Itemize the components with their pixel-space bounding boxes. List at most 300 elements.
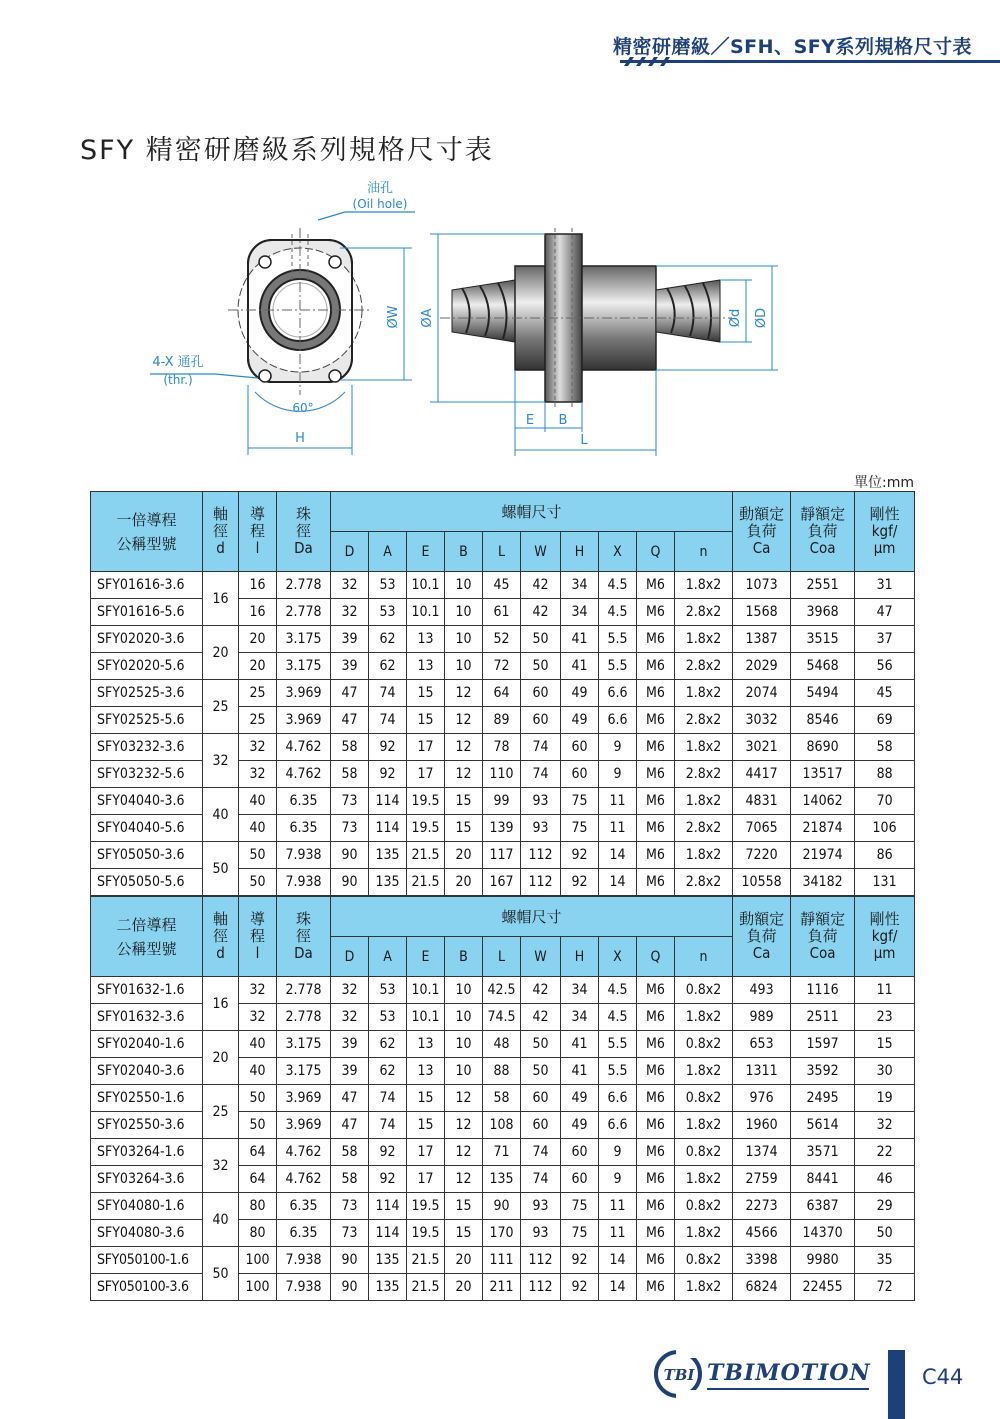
value-cell: 41 xyxy=(561,626,599,653)
value-cell: 42 xyxy=(521,599,561,626)
value-cell: 14 xyxy=(599,1274,637,1301)
stiffness-header xyxy=(855,897,915,977)
lead-header-line: 程 xyxy=(249,927,265,945)
value-cell: M6 xyxy=(637,680,675,707)
value-cell: 60 xyxy=(561,761,599,788)
value-cell: 2.778 xyxy=(277,572,331,599)
value-cell: 50 xyxy=(521,653,561,680)
value-cell: 64 xyxy=(239,1139,277,1166)
value-cell: 2551 xyxy=(791,572,855,599)
value-cell: 139 xyxy=(483,815,521,842)
value-cell: 89 xyxy=(483,707,521,734)
value-cell: M6 xyxy=(637,599,675,626)
value-cell: 90 xyxy=(331,1247,369,1274)
value-cell: 2495 xyxy=(791,1085,855,1112)
value-cell: 20 xyxy=(445,1247,483,1274)
value-cell: 93 xyxy=(521,815,561,842)
value-cell: 32 xyxy=(239,977,277,1004)
model-cell: SFY04040-5.6 xyxy=(91,815,203,842)
value-cell: 3398 xyxy=(733,1247,791,1274)
value-cell: 31 xyxy=(855,572,915,599)
shaft-dia-cell: 16 xyxy=(203,977,239,1031)
value-cell: 64 xyxy=(483,680,521,707)
value-cell: 32 xyxy=(331,599,369,626)
model-header xyxy=(91,897,203,977)
static-load-header-line: 靜額定 xyxy=(800,910,846,928)
value-cell: 47 xyxy=(331,1112,369,1139)
value-cell: M6 xyxy=(637,1085,675,1112)
value-cell: 60 xyxy=(521,1085,561,1112)
value-cell: 34 xyxy=(561,572,599,599)
dim-col-h: H xyxy=(561,532,599,572)
value-cell: 5.5 xyxy=(599,1031,637,1058)
value-cell: 211 xyxy=(483,1274,521,1301)
value-cell: M6 xyxy=(637,788,675,815)
value-cell: 6.6 xyxy=(599,1112,637,1139)
value-cell: 13 xyxy=(407,626,445,653)
value-cell: 32 xyxy=(331,977,369,1004)
value-cell: 12 xyxy=(445,1166,483,1193)
value-cell: 60 xyxy=(521,1112,561,1139)
model-cell: SFY01616-3.6 xyxy=(91,572,203,599)
value-cell: 58 xyxy=(855,734,915,761)
value-cell: 19.5 xyxy=(407,788,445,815)
value-cell: 12 xyxy=(445,1139,483,1166)
value-cell: 12 xyxy=(445,734,483,761)
value-cell: 10 xyxy=(445,1058,483,1085)
value-cell: 74 xyxy=(369,680,407,707)
value-cell: 12 xyxy=(445,1085,483,1112)
value-cell: 5.5 xyxy=(599,653,637,680)
dim-col-n: n xyxy=(675,937,733,977)
value-cell: 60 xyxy=(521,707,561,734)
value-cell: 60 xyxy=(561,734,599,761)
value-cell: 4.5 xyxy=(599,1004,637,1031)
value-cell: 114 xyxy=(369,1193,407,1220)
value-cell: 3968 xyxy=(791,599,855,626)
table-row xyxy=(91,977,915,1004)
stiffness-header-line: 剛性 xyxy=(869,505,900,523)
dim-col-a: A xyxy=(369,937,407,977)
value-cell: 4.762 xyxy=(277,1166,331,1193)
value-cell: 106 xyxy=(855,815,915,842)
value-cell: 73 xyxy=(331,1193,369,1220)
value-cell: 21974 xyxy=(791,842,855,869)
static-load-header-line: Coa xyxy=(809,944,836,962)
value-cell: 92 xyxy=(561,842,599,869)
value-cell: 112 xyxy=(521,1247,561,1274)
value-cell: 50 xyxy=(239,1085,277,1112)
dim-col-x: X xyxy=(599,532,637,572)
value-cell: 25 xyxy=(239,707,277,734)
value-cell: 92 xyxy=(369,1139,407,1166)
model-cell: SFY04040-3.6 xyxy=(91,788,203,815)
value-cell: 15 xyxy=(855,1031,915,1058)
value-cell: 11 xyxy=(599,1193,637,1220)
value-cell: 9 xyxy=(599,1139,637,1166)
value-cell: 10 xyxy=(445,1031,483,1058)
value-cell: 10 xyxy=(445,653,483,680)
value-cell: 39 xyxy=(331,626,369,653)
value-cell: 9980 xyxy=(791,1247,855,1274)
table-row xyxy=(91,1139,915,1166)
value-cell: 42 xyxy=(521,977,561,1004)
value-cell: 4.762 xyxy=(277,1139,331,1166)
value-cell: 60 xyxy=(561,1139,599,1166)
value-cell: 74 xyxy=(521,1139,561,1166)
model-cell: SFY03264-3.6 xyxy=(91,1166,203,1193)
dim-col-h: H xyxy=(561,937,599,977)
static-load-header-line: 負荷 xyxy=(807,522,838,540)
value-cell: 74.5 xyxy=(483,1004,521,1031)
value-cell: 80 xyxy=(239,1220,277,1247)
value-cell: 6.35 xyxy=(277,1220,331,1247)
value-cell: M6 xyxy=(637,707,675,734)
static-load-header-line: Coa xyxy=(809,539,836,557)
table-row xyxy=(91,788,915,815)
value-cell: 17 xyxy=(407,1139,445,1166)
value-cell: 4417 xyxy=(733,761,791,788)
value-cell: M6 xyxy=(637,1166,675,1193)
value-cell: 4.762 xyxy=(277,734,331,761)
value-cell: 88 xyxy=(855,761,915,788)
lead-header xyxy=(239,897,277,977)
shaft-dia-cell: 50 xyxy=(203,1247,239,1301)
double-lead-spec-table xyxy=(90,896,915,1301)
value-cell: 15 xyxy=(445,1193,483,1220)
value-cell: 92 xyxy=(369,734,407,761)
value-cell: 112 xyxy=(521,1274,561,1301)
value-cell: 3571 xyxy=(791,1139,855,1166)
value-cell: 100 xyxy=(239,1274,277,1301)
dim-col-e: E xyxy=(407,937,445,977)
ball-dia-header-line: 珠 xyxy=(295,910,311,928)
value-cell: 2074 xyxy=(733,680,791,707)
value-cell: 40 xyxy=(239,1058,277,1085)
dim-col-q: Q xyxy=(637,937,675,977)
value-cell: 3.175 xyxy=(277,1031,331,1058)
value-cell: M6 xyxy=(637,626,675,653)
value-cell: 64 xyxy=(239,1166,277,1193)
value-cell: 16 xyxy=(239,599,277,626)
value-cell: 42 xyxy=(521,1004,561,1031)
value-cell: 2.8x2 xyxy=(675,869,733,896)
value-cell: 108 xyxy=(483,1112,521,1139)
angle-label: 60° xyxy=(292,401,314,415)
value-cell: 6.6 xyxy=(599,707,637,734)
value-cell: 10 xyxy=(445,599,483,626)
ball-dia-header-line: Da xyxy=(294,944,313,962)
value-cell: 12 xyxy=(445,1112,483,1139)
value-cell: 74 xyxy=(369,707,407,734)
value-cell: 19 xyxy=(855,1085,915,1112)
value-cell: 8546 xyxy=(791,707,855,734)
value-cell: 6.6 xyxy=(599,1085,637,1112)
value-cell: 53 xyxy=(369,572,407,599)
dim-L: L xyxy=(580,433,588,448)
value-cell: 78 xyxy=(483,734,521,761)
thru-hole-label-cn: 4-X 通孔 xyxy=(152,355,204,370)
value-cell: 52 xyxy=(483,626,521,653)
shaft-dia-cell: 20 xyxy=(203,626,239,680)
stiffness-header-line: kgf/ xyxy=(871,522,898,540)
dynamic-load-header xyxy=(733,897,791,977)
value-cell: 989 xyxy=(733,1004,791,1031)
value-cell: 6.35 xyxy=(277,1193,331,1220)
value-cell: 58 xyxy=(483,1085,521,1112)
value-cell: 93 xyxy=(521,1220,561,1247)
dim-col-l: L xyxy=(483,532,521,572)
value-cell: 58 xyxy=(331,734,369,761)
shaft-dia-cell: 32 xyxy=(203,1139,239,1193)
value-cell: 1073 xyxy=(733,572,791,599)
value-cell: 4.5 xyxy=(599,599,637,626)
value-cell: 62 xyxy=(369,1058,407,1085)
model-cell: SFY02550-3.6 xyxy=(91,1112,203,1139)
table-row xyxy=(91,734,915,761)
ball-dia-header-line: 徑 xyxy=(295,927,311,945)
value-cell: M6 xyxy=(637,1004,675,1031)
value-cell: 20 xyxy=(445,842,483,869)
value-cell: 2.778 xyxy=(277,1004,331,1031)
model-cell: SFY02040-1.6 xyxy=(91,1031,203,1058)
value-cell: 5614 xyxy=(791,1112,855,1139)
dynamic-load-header-line: 動額定 xyxy=(739,910,785,928)
value-cell: 20 xyxy=(239,626,277,653)
shaft-dia-cell: 16 xyxy=(203,572,239,626)
value-cell: 13 xyxy=(407,1058,445,1085)
value-cell: 47 xyxy=(331,680,369,707)
value-cell: 1387 xyxy=(733,626,791,653)
value-cell: M6 xyxy=(637,653,675,680)
model-header xyxy=(91,492,203,572)
tbi-logo-icon xyxy=(652,1348,704,1400)
value-cell: 1960 xyxy=(733,1112,791,1139)
value-cell: 2511 xyxy=(791,1004,855,1031)
shaft-dia-header-line: d xyxy=(216,539,225,557)
value-cell: 15 xyxy=(407,1112,445,1139)
value-cell: 14062 xyxy=(791,788,855,815)
value-cell: 49 xyxy=(561,707,599,734)
value-cell: 58 xyxy=(331,1139,369,1166)
value-cell: 56 xyxy=(855,653,915,680)
value-cell: M6 xyxy=(637,842,675,869)
oil-hole-label-en: (Oil hole) xyxy=(352,197,408,211)
value-cell: 34 xyxy=(561,599,599,626)
value-cell: 74 xyxy=(369,1112,407,1139)
logo-text: TBIMOTION xyxy=(707,1360,871,1386)
value-cell: 53 xyxy=(369,977,407,1004)
value-cell: 3.175 xyxy=(277,1058,331,1085)
value-cell: 25 xyxy=(239,680,277,707)
value-cell: 135 xyxy=(369,869,407,896)
value-cell: 1116 xyxy=(791,977,855,1004)
value-cell: 62 xyxy=(369,626,407,653)
model-cell: SFY050100-3.6 xyxy=(91,1274,203,1301)
value-cell: 7.938 xyxy=(277,1247,331,1274)
static-load-header-line: 負荷 xyxy=(807,927,838,945)
dynamic-load-header xyxy=(733,492,791,572)
static-load-header xyxy=(791,897,855,977)
value-cell: 7.938 xyxy=(277,1274,331,1301)
value-cell: 4.762 xyxy=(277,761,331,788)
value-cell: 2.8x2 xyxy=(675,707,733,734)
value-cell: 39 xyxy=(331,1031,369,1058)
value-cell: 7.938 xyxy=(277,869,331,896)
value-cell: 32 xyxy=(239,761,277,788)
model-cell: SFY03232-3.6 xyxy=(91,734,203,761)
value-cell: 15 xyxy=(445,788,483,815)
value-cell: 1.8x2 xyxy=(675,1004,733,1031)
value-cell: 2273 xyxy=(733,1193,791,1220)
value-cell: 13517 xyxy=(791,761,855,788)
dim-B: B xyxy=(558,413,568,428)
value-cell: 1.8x2 xyxy=(675,1112,733,1139)
value-cell: 2.778 xyxy=(277,599,331,626)
value-cell: 6387 xyxy=(791,1193,855,1220)
value-cell: 32 xyxy=(239,1004,277,1031)
value-cell: 69 xyxy=(855,707,915,734)
value-cell: 34 xyxy=(561,1004,599,1031)
shaft-dia-cell: 40 xyxy=(203,788,239,842)
shaft-dia-cell: 40 xyxy=(203,1193,239,1247)
value-cell: 1.8x2 xyxy=(675,842,733,869)
logo-badge: TBI xyxy=(663,1366,695,1384)
lead-header-line: 程 xyxy=(249,522,265,540)
table-row xyxy=(91,626,915,653)
value-cell: 15 xyxy=(445,1220,483,1247)
value-cell: 22455 xyxy=(791,1274,855,1301)
value-cell: 7065 xyxy=(733,815,791,842)
lead-header-line: 導 xyxy=(249,505,265,523)
value-cell: 42.5 xyxy=(483,977,521,1004)
value-cell: 0.8x2 xyxy=(675,1139,733,1166)
value-cell: 3.969 xyxy=(277,1112,331,1139)
value-cell: 90 xyxy=(483,1193,521,1220)
value-cell: 3032 xyxy=(733,707,791,734)
value-cell: 92 xyxy=(561,1274,599,1301)
shaft-dia-header-line: 徑 xyxy=(212,522,228,540)
value-cell: 93 xyxy=(521,788,561,815)
value-cell: 20 xyxy=(239,653,277,680)
value-cell: 53 xyxy=(369,1004,407,1031)
value-cell: 21.5 xyxy=(407,842,445,869)
value-cell: 1.8x2 xyxy=(675,734,733,761)
value-cell: 9 xyxy=(599,734,637,761)
value-cell: 30 xyxy=(855,1058,915,1085)
ball-nut-drawing xyxy=(0,170,1000,460)
value-cell: 2.778 xyxy=(277,977,331,1004)
value-cell: 0.8x2 xyxy=(675,1085,733,1112)
table-row xyxy=(91,1085,915,1112)
dynamic-load-header-line: Ca xyxy=(752,944,771,962)
value-cell: 21.5 xyxy=(407,1247,445,1274)
value-cell: 12 xyxy=(445,707,483,734)
value-cell: 41 xyxy=(561,1031,599,1058)
value-cell: 0.8x2 xyxy=(675,977,733,1004)
value-cell: 71 xyxy=(483,1139,521,1166)
value-cell: 41 xyxy=(561,1058,599,1085)
model-cell: SFY01632-1.6 xyxy=(91,977,203,1004)
table-row xyxy=(91,842,915,869)
ball-dia-header xyxy=(277,492,331,572)
lead-header-line: 導 xyxy=(249,910,265,928)
value-cell: 10.1 xyxy=(407,977,445,1004)
value-cell: 74 xyxy=(521,734,561,761)
value-cell: 112 xyxy=(521,869,561,896)
value-cell: 92 xyxy=(561,1247,599,1274)
value-cell: 1.8x2 xyxy=(675,1274,733,1301)
thru-hole-label-en: (thr.) xyxy=(163,373,193,387)
value-cell: 35 xyxy=(855,1247,915,1274)
value-cell: 11 xyxy=(599,788,637,815)
model-cell: SFY02020-5.6 xyxy=(91,653,203,680)
value-cell: 1.8x2 xyxy=(675,1220,733,1247)
value-cell: 6.6 xyxy=(599,680,637,707)
dim-E: E xyxy=(525,413,535,428)
shaft-dia-header-line: d xyxy=(216,944,225,962)
value-cell: 9 xyxy=(599,1166,637,1193)
model-cell: SFY01632-3.6 xyxy=(91,1004,203,1031)
value-cell: 93 xyxy=(521,1193,561,1220)
model-cell: SFY02525-3.6 xyxy=(91,680,203,707)
table-row xyxy=(91,680,915,707)
model-header-line: 公稱型號 xyxy=(116,939,177,958)
shaft-dia-cell: 50 xyxy=(203,842,239,896)
model-cell: SFY04080-1.6 xyxy=(91,1193,203,1220)
value-cell: 47 xyxy=(331,1085,369,1112)
value-cell: 7.938 xyxy=(277,842,331,869)
value-cell: 90 xyxy=(331,1274,369,1301)
value-cell: 3515 xyxy=(791,626,855,653)
shaft-dia-cell: 20 xyxy=(203,1031,239,1085)
value-cell: 32 xyxy=(855,1112,915,1139)
value-cell: 50 xyxy=(521,1058,561,1085)
value-cell: 40 xyxy=(239,815,277,842)
value-cell: 49 xyxy=(561,1085,599,1112)
value-cell: 10.1 xyxy=(407,1004,445,1031)
model-cell: SFY050100-1.6 xyxy=(91,1247,203,1274)
value-cell: M6 xyxy=(637,869,675,896)
value-cell: 2029 xyxy=(733,653,791,680)
value-cell: 1.8x2 xyxy=(675,788,733,815)
shaft-dia-header-line: 軸 xyxy=(212,910,228,928)
value-cell: 19.5 xyxy=(407,815,445,842)
value-cell: 135 xyxy=(369,842,407,869)
value-cell: 4831 xyxy=(733,788,791,815)
value-cell: 49 xyxy=(561,680,599,707)
model-cell: SFY03232-5.6 xyxy=(91,761,203,788)
value-cell: 75 xyxy=(561,788,599,815)
single-lead-spec-table xyxy=(90,491,915,896)
value-cell: 50 xyxy=(855,1220,915,1247)
value-cell: 2.8x2 xyxy=(675,815,733,842)
ball-dia-header-line: Da xyxy=(294,539,313,557)
value-cell: 73 xyxy=(331,788,369,815)
value-cell: 8441 xyxy=(791,1166,855,1193)
value-cell: M6 xyxy=(637,1247,675,1274)
model-cell: SFY01616-5.6 xyxy=(91,599,203,626)
shaft-dia-cell: 25 xyxy=(203,680,239,734)
value-cell: 20 xyxy=(445,869,483,896)
value-cell: 41 xyxy=(561,653,599,680)
value-cell: 39 xyxy=(331,1058,369,1085)
value-cell: 5.5 xyxy=(599,626,637,653)
value-cell: 37 xyxy=(855,626,915,653)
value-cell: 29 xyxy=(855,1193,915,1220)
value-cell: 45 xyxy=(483,572,521,599)
value-cell: 1.8x2 xyxy=(675,680,733,707)
